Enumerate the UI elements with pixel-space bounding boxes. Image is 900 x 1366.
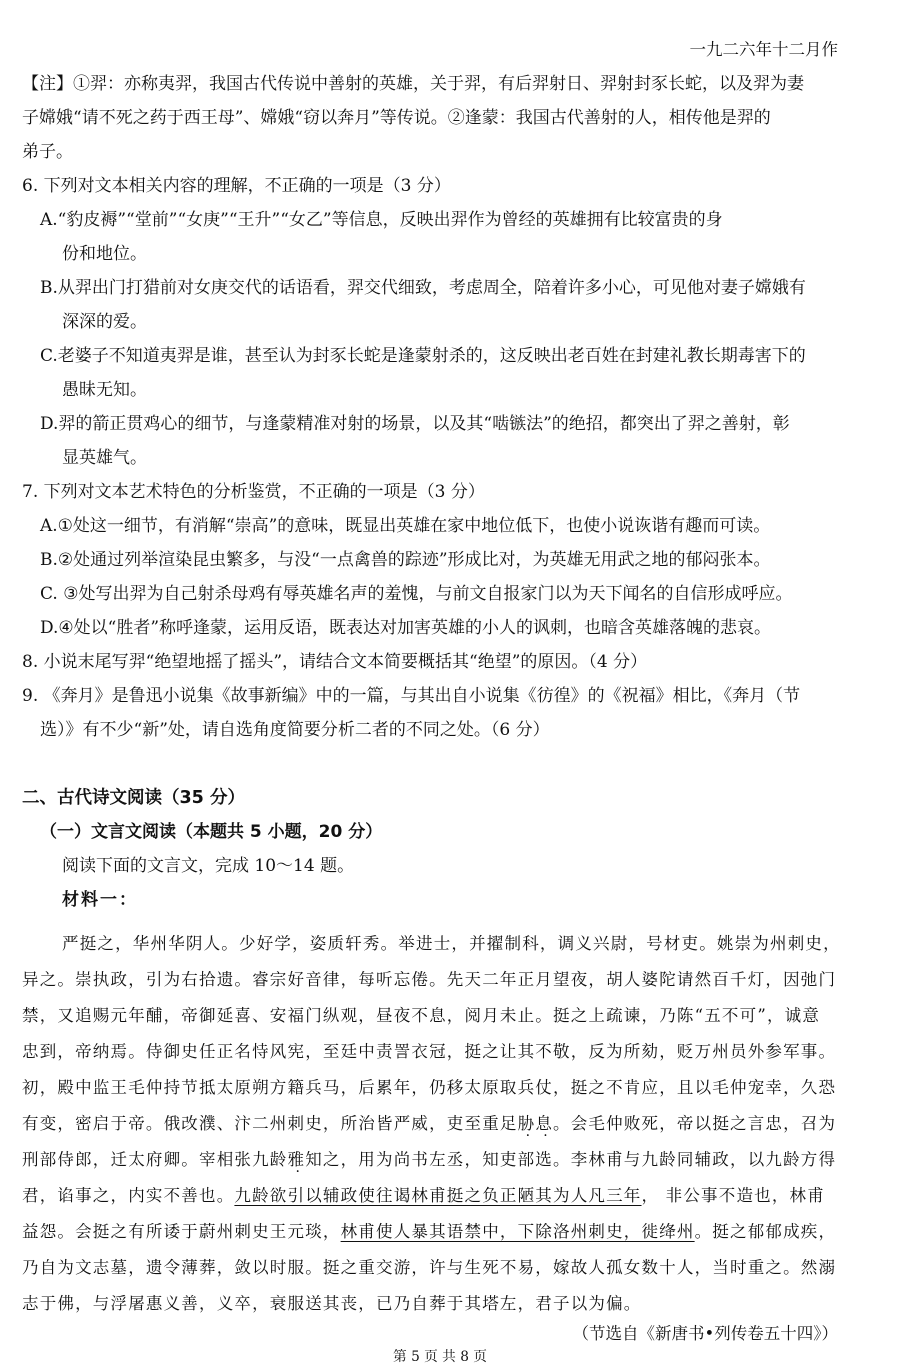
passage-line-2: 异之。崇执政，引为右拾遗。睿宗好音律，每听忘倦。先天二年正月望夜，胡人婆陀请然百千灯，因弛门 [22,970,837,989]
passage-line-1: 严挺之，华州华阴人。少好学，姿质轩秀。举进士，并擢制科，调义兴尉，号材吏。姚崇为州刺史， [62,934,841,953]
passage-line-4: 忠到，帝纳焉。侍御史任正名恃风宪，至廷中责詈衣冠，挺之让其不敬，反为所劾，贬万州员外参军事。 [22,1042,837,1061]
q6-option-b-cont: 深深的爱。 [62,312,147,332]
passage-line-8-text-a: 君，谄事之，内实不善也。 [22,1186,235,1205]
q6-option-c: C.老婆子不知道夷羿是谁，甚至认为封豕长蛇是逢蒙射杀的，这反映出老百姓在封建礼教长期毒害下的 [40,346,806,366]
passage-line-7-text-a: 刑部侍郎，迁太府卿。宰相张九龄 [22,1150,288,1169]
passage-line-5: 初，殿中监王毛仲持节抵太原朔方籍兵马，后累年，仍移太原取兵仗，挺之不肯应，且以毛仲宠幸，久恐 [22,1078,837,1097]
q7-option-c: C. ③处写出羿为自己射杀母鸡有辱英雄名声的羞愧，与前文自报家门以为天下闻名的自信形成呼应。 [40,584,793,604]
q7-option-a: A.①处这一细节，有消解“崇高”的意味，既显出英雄在家中地位低下，也使小说诙谐有趣而可读。 [40,516,771,536]
question-8-stem: 8. 小说末尾写羿“绝望地摇了摇头”，请结合文本简要概括其“绝望”的原因。（4 分） [22,652,648,672]
question-9-line-1: 9. 《奔月》是鲁迅小说集《故事新编》中的一篇，与其出自小说集《彷徨》的《祝福》相比，《奔月（节 [22,686,801,706]
passage-line-3: 禁，又追赐元年酺，帝御延喜、安福门纵观，昼夜不息，阅月未止。挺之上疏谏，乃陈“五不可”，诚意 [22,1006,821,1025]
underlined-sentence-2: 林甫使人暴其语禁中，下除洛州刺史，徙绛州 [340,1222,695,1241]
passage-line-8 [22,1188,825,1205]
passage-line-9 [22,1224,836,1241]
date-line: 一九二六年十二月作 [689,40,838,59]
question-9-line-2: 选）》有不少“新”处，请自选角度简要分析二者的不同之处。（6 分） [40,720,550,740]
q6-option-b: B.从羿出门打猎前对女庚交代的话语看，羿交代细致，考虑周全，陪着许多小心，可见他对妻子嫦娥有 [40,278,806,298]
passage-line-7-text-b: 知之，用为尚书左丞，知吏部选。李林甫与九龄同辅政，以九龄方得 [305,1150,837,1169]
passage-line-6-text-b: 。会毛仲败死，帝以挺之言忠，召为 [553,1114,837,1133]
passage-source: （节选自《新唐书•列传卷五十四》） [572,1324,838,1343]
passage-line-6 [22,1116,836,1133]
q6-option-c-cont: 愚昧无知。 [62,380,147,400]
note-line-2: 子嫦娥“请不死之药于西王母”、嫦娥“窃以奔月”等传说。②逢蒙：我国古代善射的人，相传他是羿的 [22,108,771,128]
passage-line-9-text-b: 。挺之郁郁成疾， [694,1222,837,1241]
material-label: 材料一： [62,890,138,910]
passage-line-10: 乃自为文志墓，遗令薄葬，敛以时服。挺之重交游，许与生死不易，嫁故人孤女数十人，当时重之。然溺 [22,1258,837,1277]
q7-option-d: D.④处以“胜者”称呼逢蒙，运用反语，既表达对加害英雄的小人的讽刺，也暗含英雄落魄的悲哀。 [40,618,772,638]
emphasis-char: 胁 [517,1114,536,1133]
question-7-stem: 7. 下列对文本艺术特色的分析鉴赏，不正确的一项是（3 分） [22,482,485,502]
passage-line-11: 志于佛，与浮屠惠义善，义卒，衰服送其丧，已乃自葬于其塔左，君子以为偏。 [22,1294,642,1313]
q6-option-a-cont: 份和地位。 [62,244,147,264]
passage-line-7 [22,1152,836,1169]
note-line-1: 【注】①羿：亦称夷羿，我国古代传说中善射的英雄，关于羿，有后羿射日、羿射封豕长蛇，以及羿为妻 [22,74,804,94]
q6-option-d-cont: 显英雄气。 [62,448,147,468]
section-heading: 二、古代诗文阅读（35 分） [22,788,245,808]
passage-line-6-text-a: 有变，密启于帝。俄改濮、汴二州刺史，所治皆严威，吏至重足 [22,1114,518,1133]
reading-instruction: 阅读下面的文言文，完成 10～14 题。 [62,856,355,876]
q6-option-d: D.羿的箭正贯鸡心的细节，与逢蒙精准对射的场景，以及其“啮镞法”的绝招，都突出了羿之善射，彰 [40,414,790,434]
note-line-3: 弟子。 [22,142,73,162]
emphasis-char: 雅 [287,1150,306,1169]
passage-line-9-text-a: 益怨。会挺之有所诿于蔚州刺史王元琰， [22,1222,341,1241]
question-6-stem: 6. 下列对文本相关内容的理解，不正确的一项是（3 分） [22,176,451,196]
q6-option-a: A.“豹皮褥”“堂前”“女庚”“王升”“女乙”等信息，反映出羿作为曾经的英雄拥有比较富贵的身 [40,210,723,230]
emphasis-char: 息 [535,1114,554,1133]
passage-line-8-text-b: ， 非公事不造也，林甫 [641,1186,825,1205]
q7-option-b: B.②处通过列举渲染昆虫繁多，与没“一点禽兽的踪迹”形成比对，为英雄无用武之地的郁闷张本。 [40,550,771,570]
subsection-heading: （一）文言文阅读（本题共 5 小题，20 分） [40,822,383,842]
underlined-sentence-1: 九龄欲引以辅政使往谒林甫挺之负正陋其为人凡三年 [234,1186,642,1205]
page-number: 第 5 页 共 8 页 [393,1349,487,1365]
